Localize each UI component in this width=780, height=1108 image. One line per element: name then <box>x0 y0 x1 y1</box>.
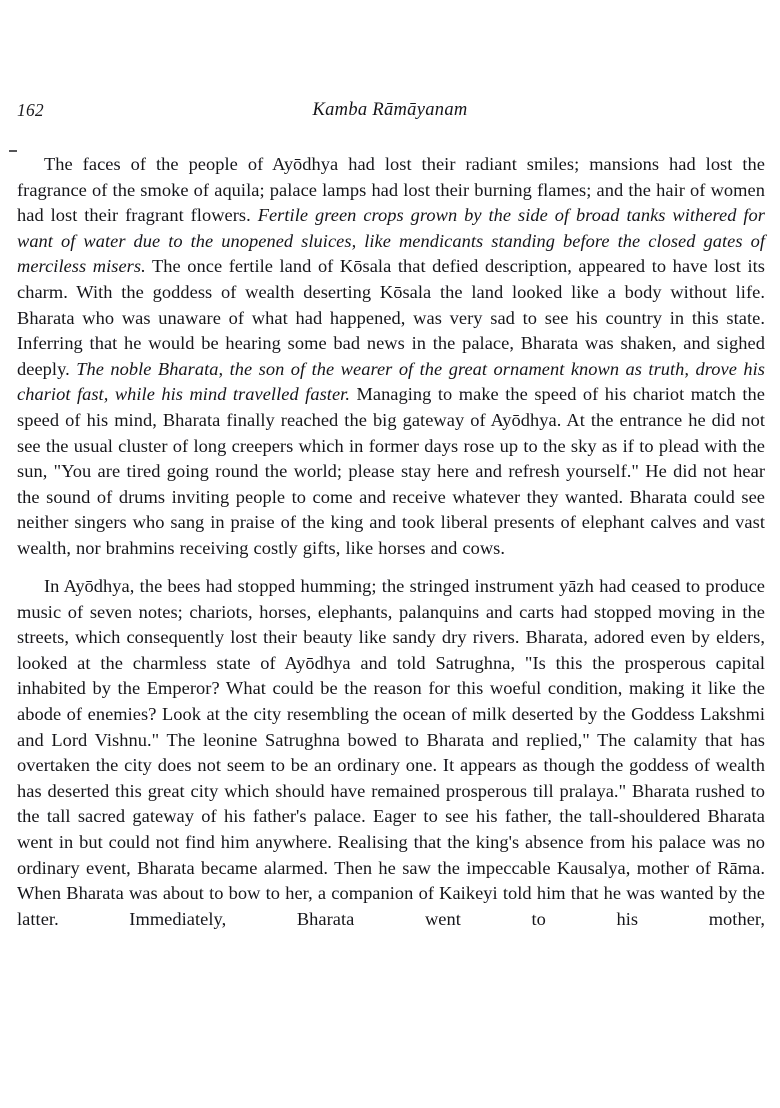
text-run: The faces of the people of Ayōdhya had lost their radiant smiles; mansions had lost the fragrance of the smoke of aquila; palace lamps had lost their burning flames; and the hair of women had lost their fragrant flowers. <box>17 154 765 226</box>
text-run: In Ayōdhya, the bees had stopped humming; the stringed instrument yāzh had ceased to produce music of seven notes; chariots, horses, elephants, palanquins and carts had stopped moving in the streets, which consequently lost their beauty like sandy dry rivers. Bharata, adored even by elders, looked at the charmless state of Ayōdhya and told Satrughna, "Is this the prosperous capital inhabited by the Emperor? What could be the reason for this woeful condition, making it like the abode of enemies? Look at the city resembling the ocean of milk deserted by the Goddess Lakshmi and Lord Vishnu." The leonine Satrughna bowed to Bharata and replied," The calamity that has overtaken the city does not seem to be an ordinary one. It appears as though the goddess of wealth has deserted this great city which should have remained prosperous till pralaya." Bharata rushed to the tall sacred gateway of his father's palace. Eager to see his father, the tall-shouldered Bharata went in but could not find him anywhere. Realising that the king's absence from his palace was no ordinary event, Bharata became alarmed. Then he saw the impeccable Kausalya, mother of Rāma. When Bharata was about to bow to her, a companion of Kaikeyi told him that he was wanted by the latter. Immediately, Bharata went to his mother, <box>17 576 765 929</box>
page-number: 162 <box>17 100 44 120</box>
text-run: Managing to make the speed of his chariot match the speed of his mind, Bharata finally reached the big gateway of Ayōdhya. At the entrance he did not see the usual cluster of long creepers which in former days rose up to the sky as if to plead with the sun, "You are tired going round the world; please stay here and refresh yourself." He did not hear the sound of drums inviting people to come and receive whatever they wanted. Bharata could see neither singers who sang in praise of the king and took liberal presents of elephant calves and vast wealth, nor brahmins receiving costly gifts, like horses and cows. <box>17 384 766 558</box>
body-text-block <box>17 152 765 958</box>
running-head <box>0 100 780 126</box>
text-run: The once fertile land of Kōsala that defied description, appeared to have lost its charm. With the goddess of wealth deserting Kōsala the land looked like a body without life. Bharata who was unaware of what had happened, was very sad to see his country in this state. Inferring that he would be hearing some bad news in the palace, Bharata was shaken, and sighed deeply. <box>17 256 765 379</box>
paragraph-2 <box>17 574 765 958</box>
running-title: Kamba Rāmāyanam <box>312 100 468 120</box>
emphasised-text-run: The noble Bharata, the son of the wearer of the great ornament known as truth, drove his chariot fast, while his mind travelled faster. <box>17 358 765 405</box>
emphasised-text-run: Fertile green crops grown by the side of broad tanks withered for want of water due to the unopened sluices, like mendicants standing before the closed gates of merciless misers. <box>17 205 766 277</box>
scan-artifact-speck <box>9 150 17 152</box>
paragraph-1 <box>17 152 765 562</box>
